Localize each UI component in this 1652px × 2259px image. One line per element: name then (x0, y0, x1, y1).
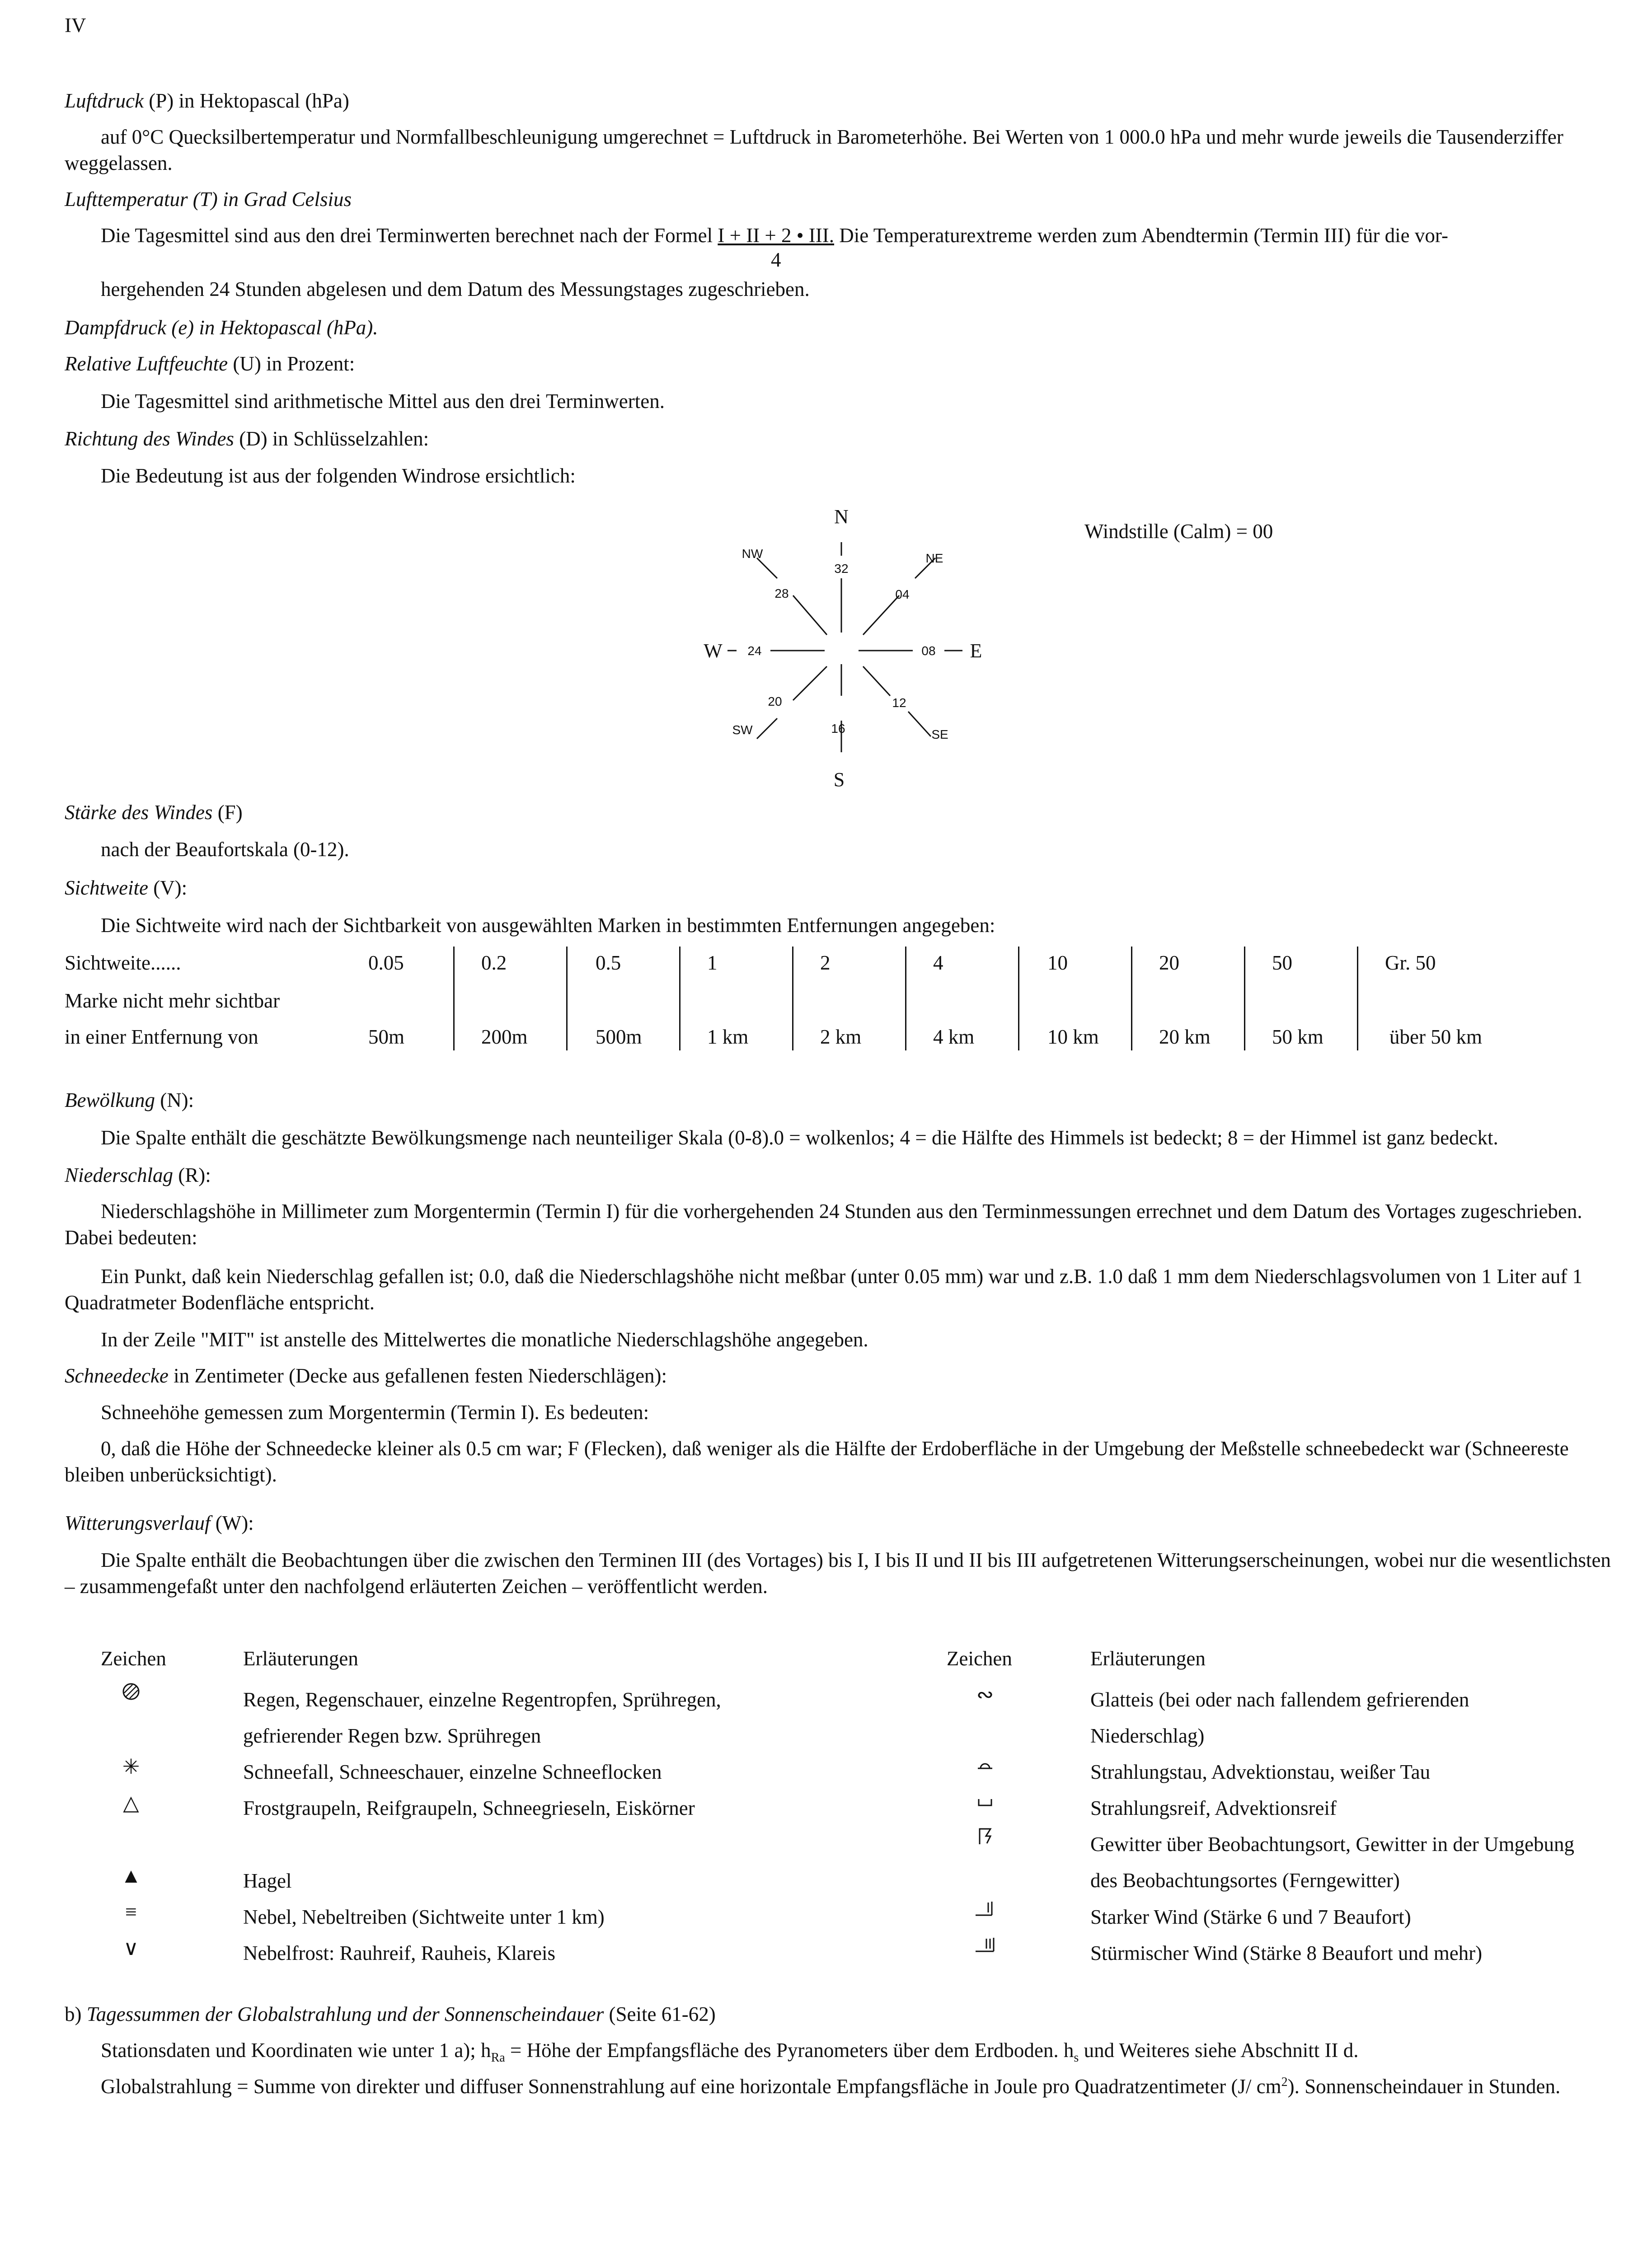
dew-icon (969, 1754, 1001, 1781)
sicht-distance: 500m (596, 1026, 642, 1048)
legend-text-rime: Nebelfrost: Rauhreif, Rauheis, Klareis (243, 1942, 556, 1964)
code-08: 08 (921, 644, 936, 658)
heading-section-b: b) Tagessummen der Globalstrahlung und der Sonnenscheindauer (Seite 61-62) (65, 2003, 716, 2025)
code-20: 20 (768, 694, 782, 708)
legend-header-zeichen: Zeichen (947, 1647, 1012, 1670)
storm-icon (969, 1935, 1001, 1962)
text-witterung: Die Spalte enthält die Beobachtungen über die zwischen den Terminen III (des Vortages) bis I, I bis II und II bis III aufgetretenen Witterungserscheinungen, wobei nur die wesentlichsten – zusammengefaßt unter den nachfolgend erläuterten Zeichen – veröffentlicht werden. (65, 1549, 1611, 1598)
text-windrose-intro: Die Bedeutung ist aus der folgenden Windrose ersichtlich: (101, 464, 576, 487)
heading-dampfdruck: Dampfdruck (e) in Hektopascal (hPa). (65, 316, 378, 339)
sicht-value: 1 (707, 951, 718, 974)
heading-niederschlag: Niederschlag (R): (65, 1164, 211, 1186)
sicht-distance: 1 km (707, 1026, 749, 1048)
legend-header-erlaeuterungen: Erläuterungen (1090, 1647, 1206, 1670)
code-12: 12 (892, 696, 906, 710)
hail-icon: ▲ (121, 1864, 141, 1887)
table-divider (792, 947, 793, 1050)
sicht-value: 0.2 (481, 951, 507, 974)
legend-text-hail: Hagel (243, 1870, 292, 1892)
legend-text-storm: Stürmischer Wind (Stärke 8 Beaufort und mehr) (1090, 1942, 1483, 1964)
legend-text-glaze: Glatteis (bei oder nach fallendem gefrierenden Niederschlag) (1090, 1688, 1469, 1747)
legend-text-fog: Nebel, Nebeltreiben (Sichtweite unter 1 km) (243, 1906, 605, 1928)
text-bewoelkung: Die Spalte enthält die geschätzte Bewölkungsmenge nach neunteiliger Skala (0-8).0 = wolkenlos; 4 = die Hälfte des Himmels ist bedeckt; 8 = der Himmel ist ganz bedeckt. (101, 1126, 1498, 1149)
legend-text-frost: Strahlungsreif, Advektionsreif (1090, 1797, 1337, 1819)
legend-text-thunderstorm: Gewitter über Beobachtungsort, Gewitter in der Umgebung des Beobachtungsortes (Ferngewitter) (1090, 1833, 1574, 1892)
compass-se: SE (931, 727, 948, 741)
sicht-distance: 4 km (933, 1026, 975, 1048)
text-section-b-1: Stationsdaten und Koordinaten wie unter 1 a); $h_{Ra}$ = Höhe der Empfangsfläche des Pyranometers über dem Erdboden. $h_s$ und Weiteres siehe Abschnitt II d. (101, 2039, 1359, 2065)
legend-text-strong-wind: Starker Wind (Stärke 6 und 7 Beaufort) (1090, 1906, 1411, 1928)
table-divider (679, 947, 681, 1050)
compass-s: S (833, 769, 845, 791)
text-beaufort: nach der Beaufortskala (0-12). (101, 838, 349, 861)
sicht-row-label-3: in einer Entfernung von (65, 1026, 258, 1048)
heading-windstaerke: Stärke des Windes (F) (65, 801, 243, 824)
compass-w: W (704, 640, 723, 662)
sicht-value: 50 (1272, 951, 1292, 974)
code-16: 16 (831, 722, 845, 736)
table-divider (566, 947, 568, 1050)
text-temperatur-formel: Die Tagesmittel sind aus den drei Terminwerten berechnet nach der Formel I + II + 2 • III. 4 Die Temperaturextreme werden zum Abendtermin (Termin III) für die vor- (101, 223, 1448, 249)
heading-schneedecke: Schneedecke in Zentimeter (Decke aus gefallenen festen Niederschlägen): (65, 1364, 667, 1387)
heading-windrichtung: Richtung des Windes (D) in Schlüsselzahlen: (65, 427, 429, 450)
compass-e: E (970, 640, 982, 662)
text-sichtweite-intro: Die Sichtweite wird nach der Sichtbarkeit von ausgewählten Marken in bestimmten Entfernungen angegeben: (101, 914, 995, 937)
formula-denominator: 4 (770, 248, 781, 271)
sicht-row-label-1: Sichtweite...... (65, 951, 181, 974)
snow-icon: ✳ (122, 1755, 140, 1778)
sicht-distance: über 50 km (1389, 1026, 1482, 1048)
windrose-diagram (678, 497, 994, 804)
legend-text-snow: Schneefall, Schneeschauer, einzelne Schneeflocken (243, 1761, 662, 1783)
sicht-value: 0.05 (368, 951, 404, 974)
rime-icon: ∨ (123, 1936, 139, 1959)
heading-sichtweite: Sichtweite (V): (65, 876, 188, 899)
legend-header-erlaeuterungen: Erläuterungen (243, 1647, 358, 1670)
text-windstille: Windstille (Calm) = 00 (1084, 520, 1273, 543)
text-niederschlag-1: Niederschlagshöhe in Millimeter zum Morgentermin (Termin I) für die vorhergehenden 24 Stunden aus den Terminmessungen errechnet und dem Datum des Vortages zugeschrieben. Dabei bedeuten: (65, 1200, 1582, 1249)
glaze-icon: ∾ (976, 1683, 994, 1706)
thunderstorm-icon (969, 1826, 1001, 1853)
text-feuchte: Die Tagesmittel sind arithmetische Mittel aus den drei Terminwerten. (101, 390, 665, 412)
table-divider (1131, 947, 1132, 1050)
text-schneedecke-1: Schneehöhe gemessen zum Morgentermin (Termin I). Es bedeuten: (101, 1401, 649, 1424)
legend-header-zeichen: Zeichen (101, 1647, 166, 1670)
code-32: 32 (834, 562, 849, 576)
compass-n: N (834, 506, 849, 528)
legend-text-dew: Strahlungstau, Advektionstau, weißer Tau (1090, 1761, 1431, 1783)
compass-sw: SW (732, 723, 753, 737)
rain-icon (115, 1682, 147, 1708)
sicht-value: 4 (933, 951, 943, 974)
heading-bewoelkung: Bewölkung (N): (65, 1089, 194, 1111)
table-divider (1357, 947, 1358, 1050)
code-28: 28 (774, 586, 789, 600)
sicht-distance: 200m (481, 1026, 528, 1048)
sicht-distance: 2 km (820, 1026, 862, 1048)
heading-feuchte: Relative Luftfeuchte (U) in Prozent: (65, 352, 355, 375)
text-niederschlag-2: Ein Punkt, daß kein Niederschlag gefallen ist; 0.0, daß die Niederschlagshöhe nicht meßbar (unter 0.05 mm) war und z.B. 1.0 daß 1 mm dem Niederschlagsvolumen von 1 Liter auf 1 Quadratmeter Bodenfläche entspricht. (65, 1265, 1583, 1314)
text-schneedecke-2: 0, daß die Höhe der Schneedecke kleiner als 0.5 cm war; F (Flecken), daß weniger als die Hälfte der Erdoberfläche in der Umgebung der Meßstelle schneebedeckt war (Schneereste bleiben unberücksichtigt). (65, 1437, 1569, 1486)
table-divider (1018, 947, 1019, 1050)
sicht-value: 0.5 (596, 951, 621, 974)
strong-wind-icon (969, 1899, 1001, 1926)
code-04: 04 (895, 587, 910, 601)
graupel-icon: △ (123, 1791, 139, 1814)
sicht-distance: 10 km (1047, 1026, 1099, 1048)
fog-icon: ≡ (125, 1900, 137, 1923)
sicht-value: Gr. 50 (1385, 951, 1436, 974)
heading-lufttemperatur: Lufttemperatur (T) in Grad Celsius (65, 188, 352, 211)
sicht-distance: 50m (368, 1026, 405, 1048)
page-number: IV (65, 14, 86, 37)
code-24: 24 (747, 644, 762, 658)
formula-numerator: I + II + 2 • III. (718, 224, 835, 247)
text-section-b-2: Globalstrahlung = Summe von direkter und diffuser Sonnenstrahlung auf eine horizontale Empfangsfläche in Joule pro Quadratzentimeter (J/ $cm^2$). Sonnenscheindauer in Stunden. (101, 2075, 1561, 2098)
text-luftdruck: auf 0°C Quecksilbertemperatur und Normfallbeschleunigung umgerechnet = Luftdruck in Barometerhöhe. Bei Werten von 1 000.0 hPa und mehr wurde jeweils die Tausenderziffer weggelassen. (65, 126, 1563, 174)
compass-nw: NW (742, 547, 763, 561)
frost-icon (969, 1790, 1001, 1817)
sicht-value: 20 (1159, 951, 1179, 974)
sicht-distance: 20 km (1159, 1026, 1211, 1048)
sicht-row-label-2: Marke nicht mehr sichtbar (65, 989, 280, 1012)
table-divider (453, 947, 455, 1050)
heading-witterung: Witterungsverlauf (W): (65, 1512, 254, 1534)
sicht-value: 2 (820, 951, 831, 974)
table-divider (1244, 947, 1245, 1050)
legend-text-graupel: Frostgraupeln, Reifgraupeln, Schneegrieseln, Eiskörner (243, 1797, 695, 1819)
sicht-value: 10 (1047, 951, 1068, 974)
heading-luftdruck: Luftdruck (P) in Hektopascal (hPa) (65, 89, 349, 112)
text-niederschlag-3: In der Zeile "MIT" ist anstelle des Mittelwertes die monatliche Niederschlagshöhe angegeben. (101, 1328, 868, 1351)
legend-text-rain: Regen, Regenschauer, einzelne Regentropfen, Sprühregen, gefrierender Regen bzw. Sprühregen (243, 1688, 721, 1747)
compass-ne: NE (925, 551, 943, 565)
text-temperatur-line2: hergehenden 24 Stunden abgelesen und dem Datum des Messungstages zugeschrieben. (101, 278, 810, 300)
table-divider (905, 947, 906, 1050)
sicht-distance: 50 km (1272, 1026, 1323, 1048)
